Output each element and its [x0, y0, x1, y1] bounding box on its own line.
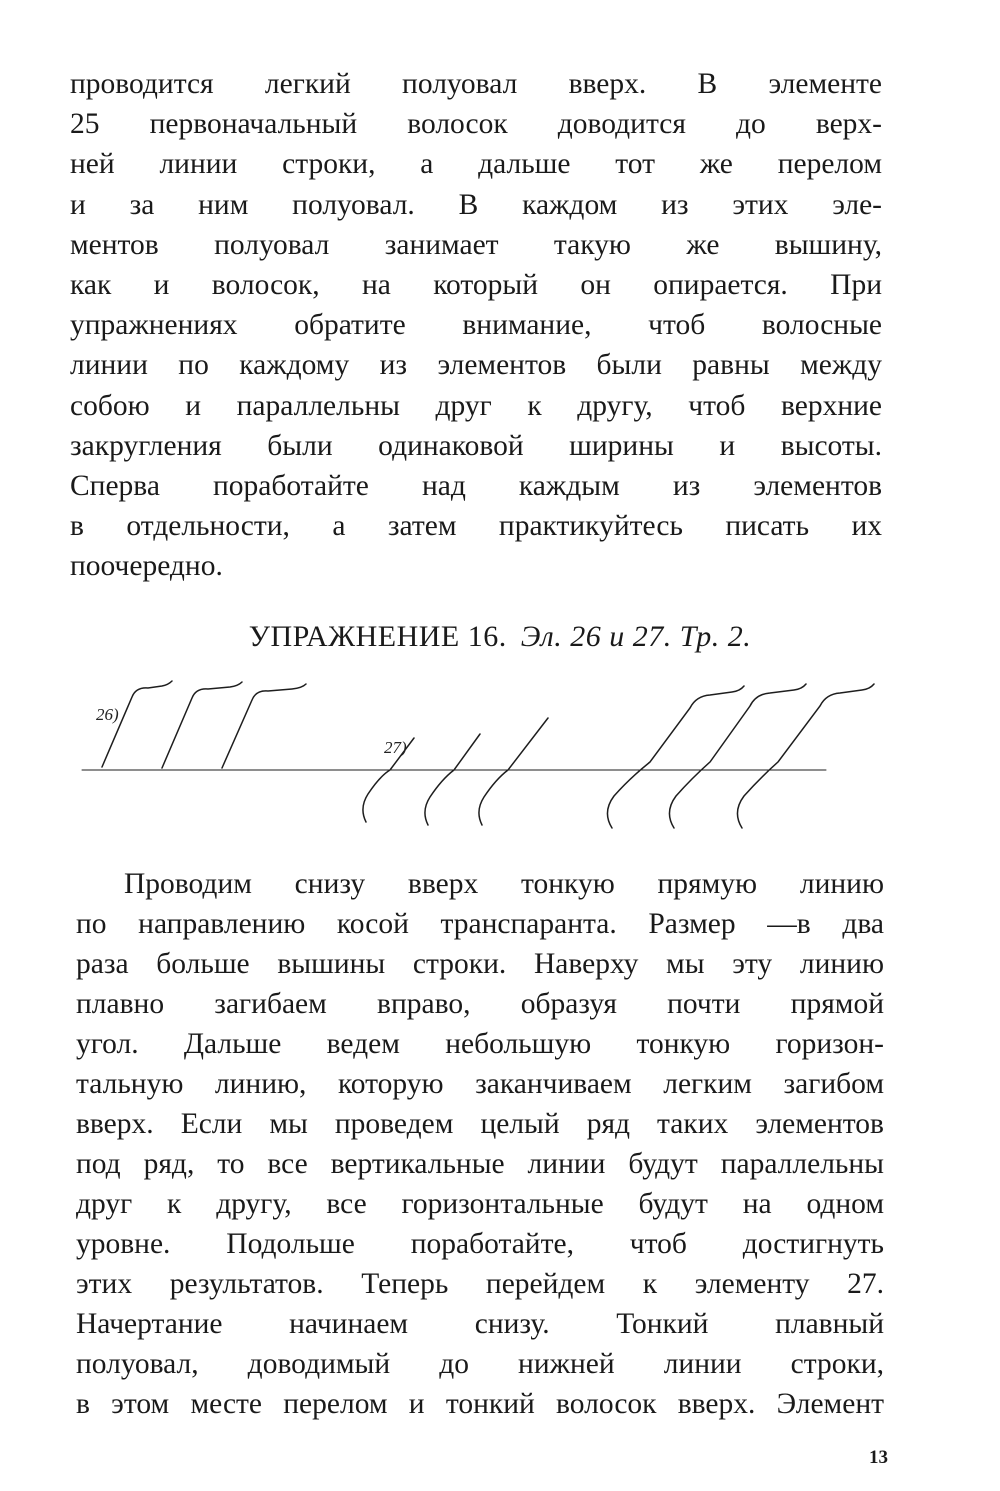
text-line: плавно загибаем вправо, образуя почти прямой [76, 988, 884, 1020]
element-27-stroke [479, 718, 548, 825]
top-paragraph [70, 64, 882, 587]
text-line: по направлению косой транспаранта. Размер —в два [76, 908, 884, 940]
text-line: Проводим снизу вверх тонкую прямую линию [124, 868, 884, 900]
exercise-title: УПРАЖНЕНИЕ 16. [248, 620, 507, 653]
element-26-stroke [162, 682, 242, 768]
text-line: проводится легкий полуовал вверх. В элементе [70, 68, 882, 100]
element-26-stroke [102, 681, 172, 767]
element-combined-stroke [737, 684, 874, 828]
text-line: 25 первоначальный волосок доводится до верх- [70, 108, 882, 141]
text-line: ментов полуовал занимает такую же вышину, [70, 228, 882, 261]
text-line: раза больше вышины строки. Наверху мы эту линию [76, 948, 884, 980]
text-line: Начертание начинаем снизу. Тонкий плавный [76, 1308, 884, 1340]
text-line: в отдельности, а затем практикуйтесь писать их [70, 510, 882, 543]
element-26-stroke [222, 684, 306, 768]
text-line: ней линии строки, а дальше тот же перелом [70, 148, 882, 181]
text-line: под ряд, то все вертикальные линии будут параллельны [76, 1148, 884, 1180]
text-line: друг к другу, все горизонтальные будут на одном [76, 1188, 884, 1220]
text-line: и за ним полуовал. В каждом из этих эле- [70, 188, 882, 221]
text-line: как и волосок, на который он опирается. При [70, 269, 882, 302]
page-number: 13 [869, 1447, 888, 1468]
text-line: вверх. Если мы проведем целый ряд таких элементов [76, 1108, 884, 1140]
text-line: закругления были одинаковой ширины и высоты. [70, 429, 882, 462]
bottom-paragraph [76, 864, 884, 1424]
text-line: линии по каждому из элементов были равны между [70, 349, 882, 382]
element-26-label: 26) [96, 705, 119, 724]
text-line: в этом месте перелом и тонкий волосок вверх. Элемент [76, 1388, 884, 1420]
text-line: угол. Дальше ведем небольшую тонкую горизон- [76, 1028, 884, 1060]
exercise-reference: Эл. 26 и 27. Тр. 2. [520, 620, 752, 653]
text-line: полуовал, доводимый до нижней линии строки, [76, 1348, 884, 1380]
text-line: тальную линию, которую заканчиваем легким загибом [76, 1068, 884, 1100]
text-line: уровне. Подольше поработайте, чтоб достигнуть [76, 1228, 884, 1260]
text-line: Сперва поработайте над каждым из элементов [70, 470, 882, 503]
text-line: этих результатов. Теперь перейдем к элементу 27. [76, 1268, 884, 1300]
exercise-heading [0, 620, 1000, 654]
element-27-label: 27) [384, 738, 407, 757]
text-line: поочередно. [70, 550, 223, 583]
element-27-stroke [425, 734, 480, 825]
element-combined-stroke [669, 684, 806, 828]
element-combined-stroke [607, 686, 744, 828]
text-line: упражнениях обратите внимание, чтоб волосные [70, 309, 882, 342]
text-line: собою и параллельны друг к другу, чтоб верхние [70, 389, 882, 422]
calligraphy-strokes [70, 672, 890, 842]
calligraphy-figure [70, 672, 890, 842]
